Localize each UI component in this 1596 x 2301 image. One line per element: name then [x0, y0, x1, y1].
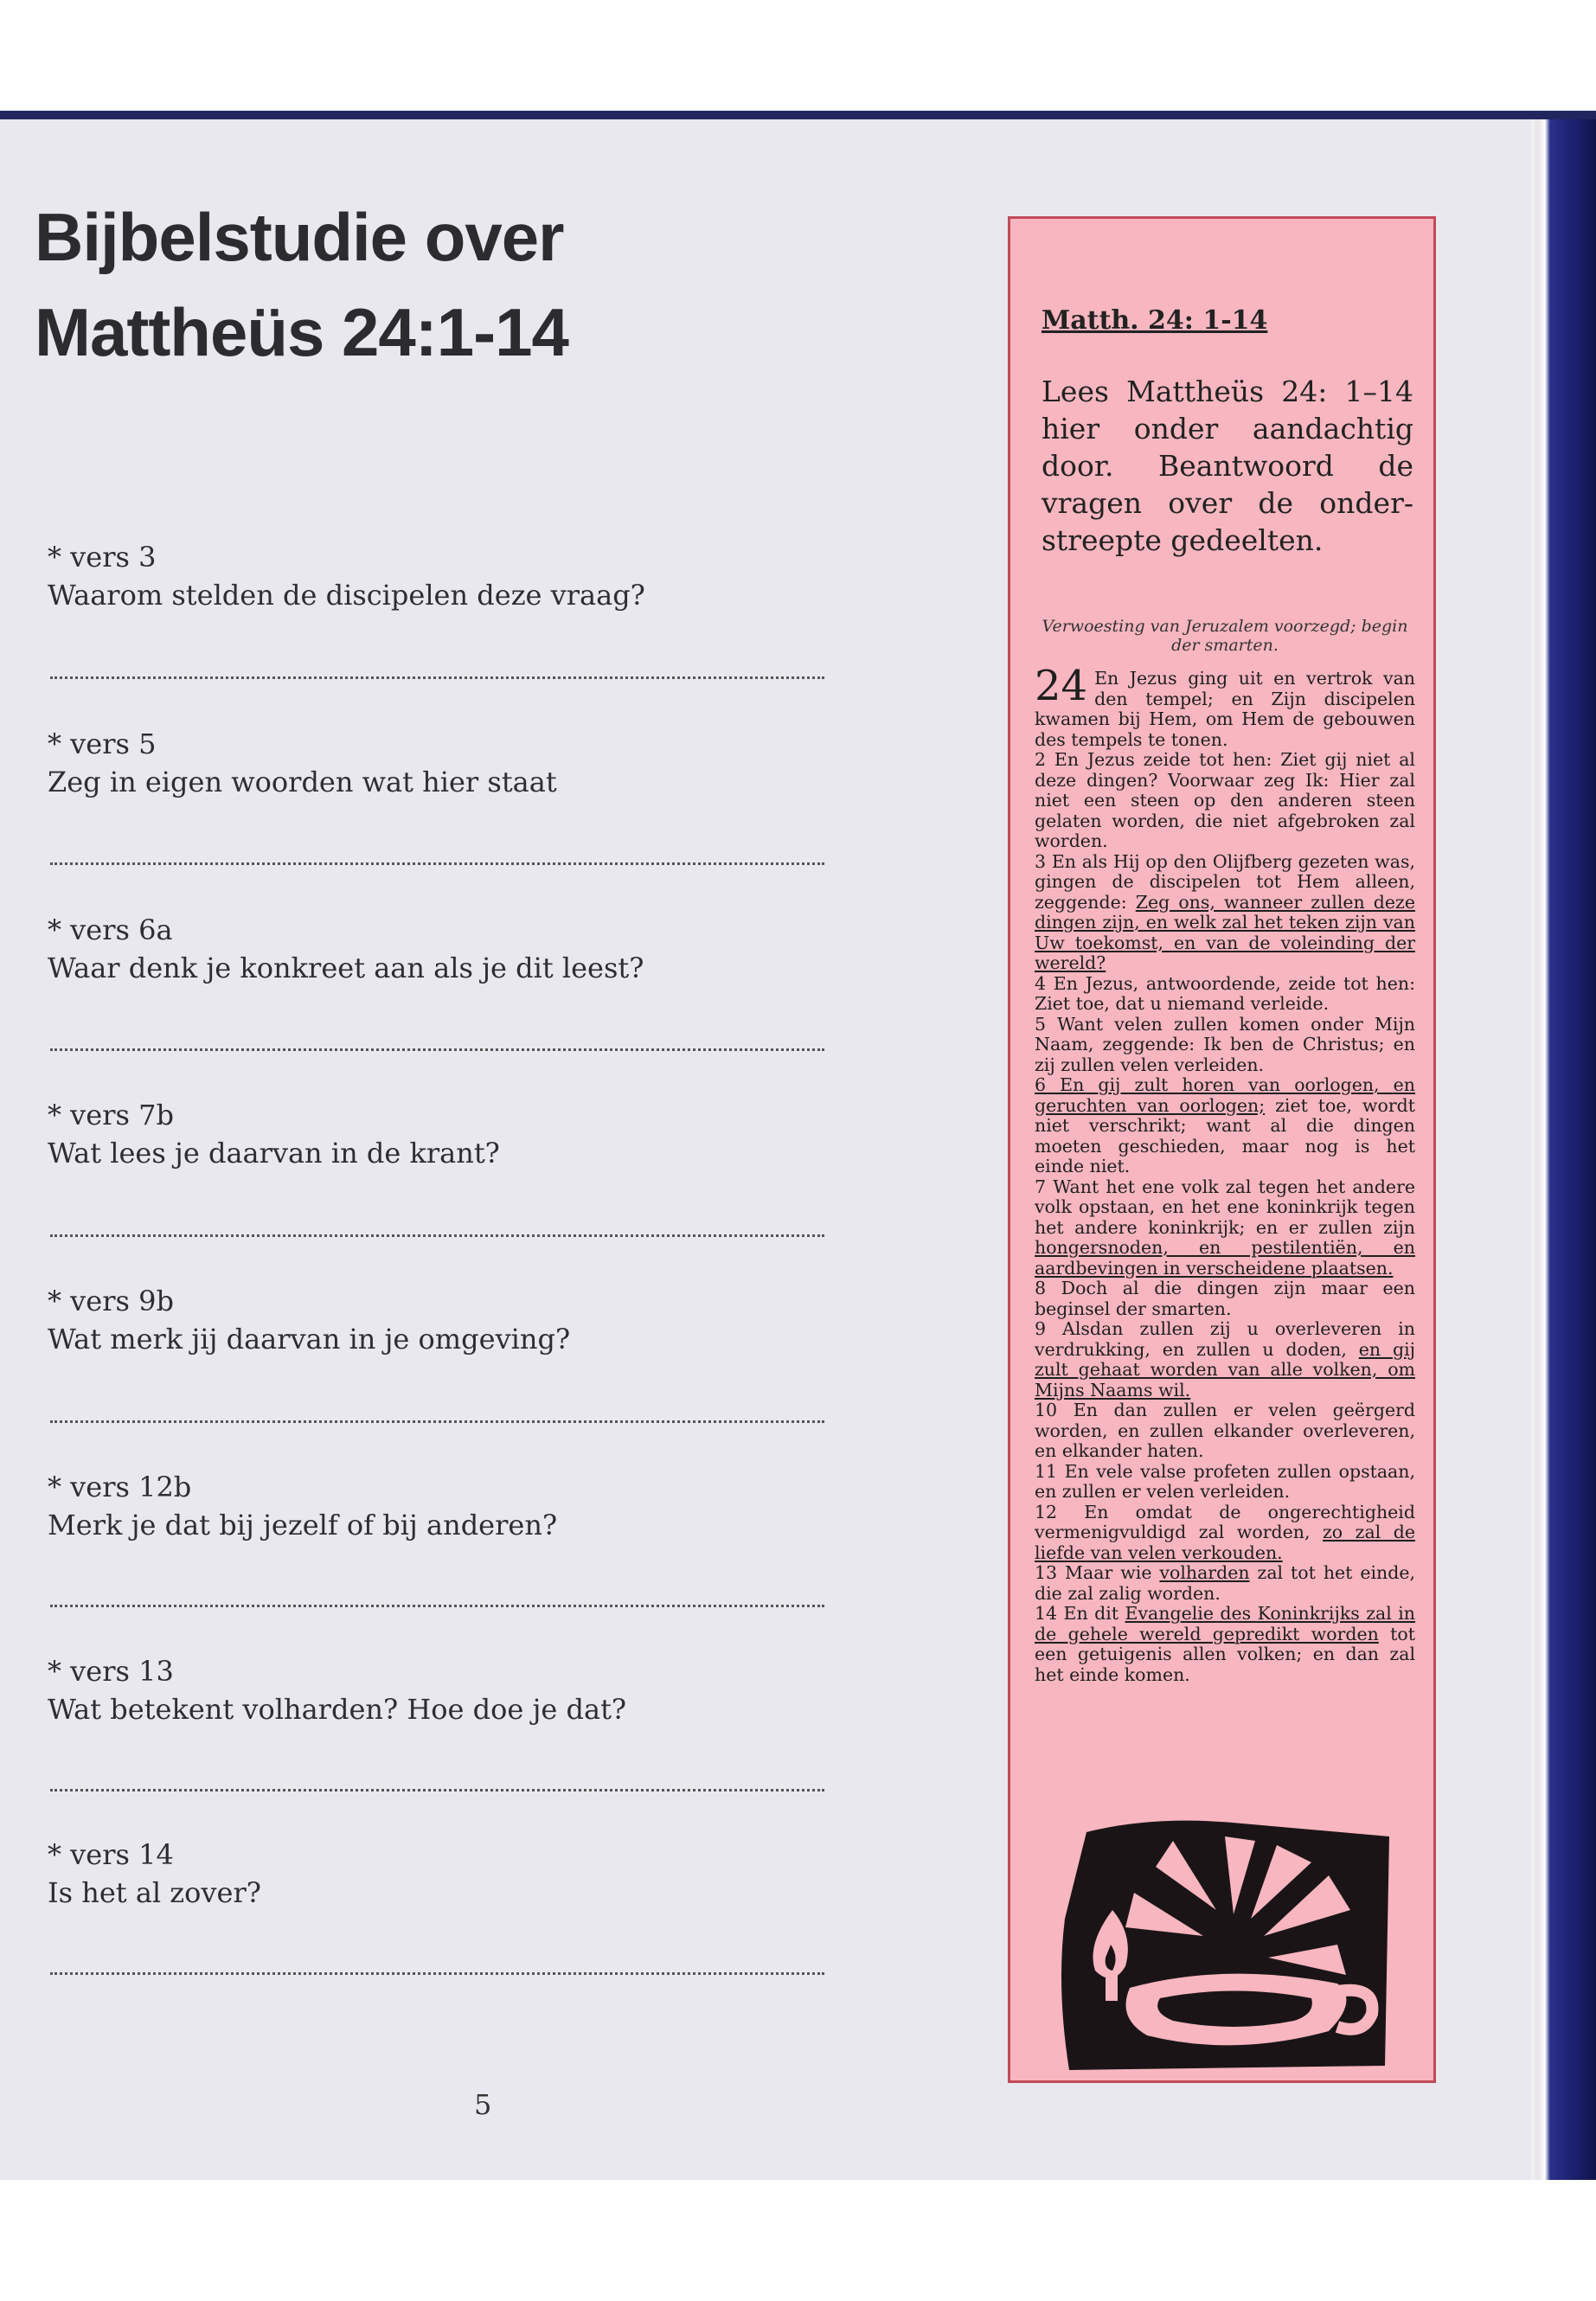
question-text: Waar denk je konkreet aan als je dit leest?	[48, 952, 644, 984]
verse-14: 14 En dit Evangelie des Koninkrijks zal in de gehele wereld gepredikt worden tot een getuigenis allen volken; en dan zal het einde komen.	[1035, 1603, 1415, 1685]
underlined-passage: volharden	[1159, 1562, 1250, 1583]
answer-line-6[interactable]	[50, 1605, 824, 1607]
question-verse: * vers 7b	[48, 1099, 174, 1131]
verse-2: 2 En Jezus zeide tot hen: Ziet gij niet al deze dingen? Voorwaar zeg Ik: Hier zal niet een steen op den anderen steen gelaten worden, die niet afgebroken zal worden.	[1035, 749, 1415, 851]
question-2	[48, 725, 826, 801]
title-line-2: Mattheüs 24:1-14	[35, 294, 568, 370]
answer-line-1[interactable]	[50, 676, 824, 679]
question-4	[48, 1096, 826, 1172]
title-line-1: Bijbelstudie over	[35, 199, 564, 275]
scripture-intro	[1042, 373, 1413, 559]
question-text: Zeg in eigen woorden wat hier staat	[48, 766, 557, 798]
scripture-reference: Matth. 24: 1-14	[1042, 305, 1268, 336]
underlined-passage: zo zal de liefde van velen verkouden.	[1035, 1522, 1415, 1563]
verse-3: 3 En als Hij op den Olijfberg gezeten was, gingen de discipelen tot Hem alleen, zeggende: Zeg ons, wanneer zullen deze dingen zijn, en welk zal het teken zijn van Uw toekomst, en van de voleinding der wereld?	[1035, 850, 1415, 973]
underlined-passage: en gij zult gehaat worden van alle volken, om Mijns Naams wil.	[1035, 1338, 1416, 1400]
answer-line-5[interactable]	[50, 1420, 824, 1423]
question-verse: * vers 5	[48, 727, 157, 760]
verse-1: 24 En Jezus ging uit en vertrok van den tempel; en Zijn discipelen kwamen bij Hem, om Hem de gebouwen des tempels te tonen.	[1035, 662, 1415, 750]
verse-5: 5 Want velen zullen komen onder Mijn Naam, zeggende: Ik ben de Christus; en zij zullen velen verleiden.	[1035, 1013, 1415, 1075]
question-5	[48, 1282, 826, 1358]
intro-text: Lees Mattheüs 24: 1–14 hier onder aandachtig door. Beantwoord de vragen over de onder-streepte gedeelten.	[1042, 375, 1413, 557]
underlined-passage: hongersnoden, en pestilentiën, en aardbevingen in verscheidene plaatsen.	[1035, 1237, 1415, 1279]
verse-13: 13 Maar wie volharden zal tot het einde, die zal zalig worden.	[1035, 1562, 1415, 1604]
scripture-box	[1008, 216, 1436, 2083]
question-text: Is het al zover?	[48, 1876, 261, 1909]
verse-9: 9 Alsdan zullen zij u overleveren in verdrukking, en zullen u doden, en gij zult gehaat worden van alle volken, om Mijns Naams wil.	[1035, 1318, 1416, 1400]
question-text: Wat lees je daarvan in de krant?	[48, 1137, 500, 1170]
answer-line-8[interactable]	[50, 1972, 824, 1975]
verse-7: 7 Want het ene volk zal tegen het andere volk opstaan, en het ene koninkrijk tegen het andere koninkrijk; en er zullen zijn hongersnoden, en pestilentiën, en aardbevingen in verscheidene plaatsen.	[1035, 1176, 1415, 1279]
answer-line-2[interactable]	[50, 862, 824, 865]
question-7	[48, 1652, 826, 1728]
page-number: 5	[474, 2088, 492, 2121]
underlined-passage: 6 En gij zult horen van oorlogen, en geruchten van oorlogen;	[1035, 1074, 1415, 1116]
question-text: Wat betekent volharden? Hoe doe je dat?	[48, 1693, 627, 1726]
oil-lamp-icon	[1052, 1815, 1398, 2074]
question-1	[48, 538, 826, 614]
chapter-number: 24	[1035, 662, 1088, 710]
question-text: Merk je dat bij jezelf of bij anderen?	[48, 1509, 558, 1541]
scripture-text	[1035, 662, 1416, 1685]
verse-4: 4 En Jezus, antwoordende, zeide tot hen: Ziet toe, dat u niemand verleide.	[1035, 972, 1415, 1014]
underlined-passage: Zeg ons, wanneer zullen deze dingen zijn, en welk zal het teken zijn van Uw toekomst, en van de voleinding der wereld?	[1035, 891, 1415, 973]
question-6	[48, 1468, 826, 1544]
question-verse: * vers 12b	[48, 1471, 192, 1503]
verse-12: 12 En omdat de ongerechtigheid vermenigvuldigd zal worden, zo zal de liefde van velen verkouden.	[1035, 1501, 1415, 1563]
verse-8: 8 Doch al die dingen zijn maar een beginsel der smarten.	[1035, 1278, 1415, 1319]
book-binding	[1531, 111, 1596, 2180]
question-verse: * vers 14	[48, 1838, 174, 1871]
question-verse: * vers 9b	[48, 1285, 174, 1317]
verse-11: 11 En vele valse profeten zullen opstaan, en zullen er velen verleiden.	[1035, 1460, 1415, 1502]
question-text: Wat merk jij daarvan in je omgeving?	[48, 1323, 571, 1356]
answer-line-4[interactable]	[50, 1234, 824, 1237]
verse-10: 10 En dan zullen er velen geërgerd worden, en zullen elkander overleveren, en elkander haten.	[1035, 1400, 1415, 1461]
top-edge	[0, 111, 1596, 119]
verse-6: 6 En gij zult horen van oorlogen, en geruchten van oorlogen; ziet toe, wordt niet verschrikt; want al die dingen moeten geschieden, maar nog is het einde niet.	[1035, 1074, 1415, 1176]
question-verse: * vers 13	[48, 1655, 174, 1688]
underlined-passage: Evangelie des Koninkrijks zal in de gehele wereld gepredikt worden	[1035, 1603, 1415, 1644]
question-3	[48, 911, 826, 987]
question-verse: * vers 6a	[48, 913, 173, 946]
section-heading: Verwoesting van Jeruzalem voorzegd; begin der smarten.	[1042, 617, 1408, 655]
answer-line-7[interactable]	[50, 1789, 824, 1791]
question-text: Waarom stelden de discipelen deze vraag?	[48, 579, 645, 612]
answer-line-3[interactable]	[50, 1048, 824, 1051]
question-8	[48, 1836, 826, 1912]
question-verse: * vers 3	[48, 541, 157, 574]
